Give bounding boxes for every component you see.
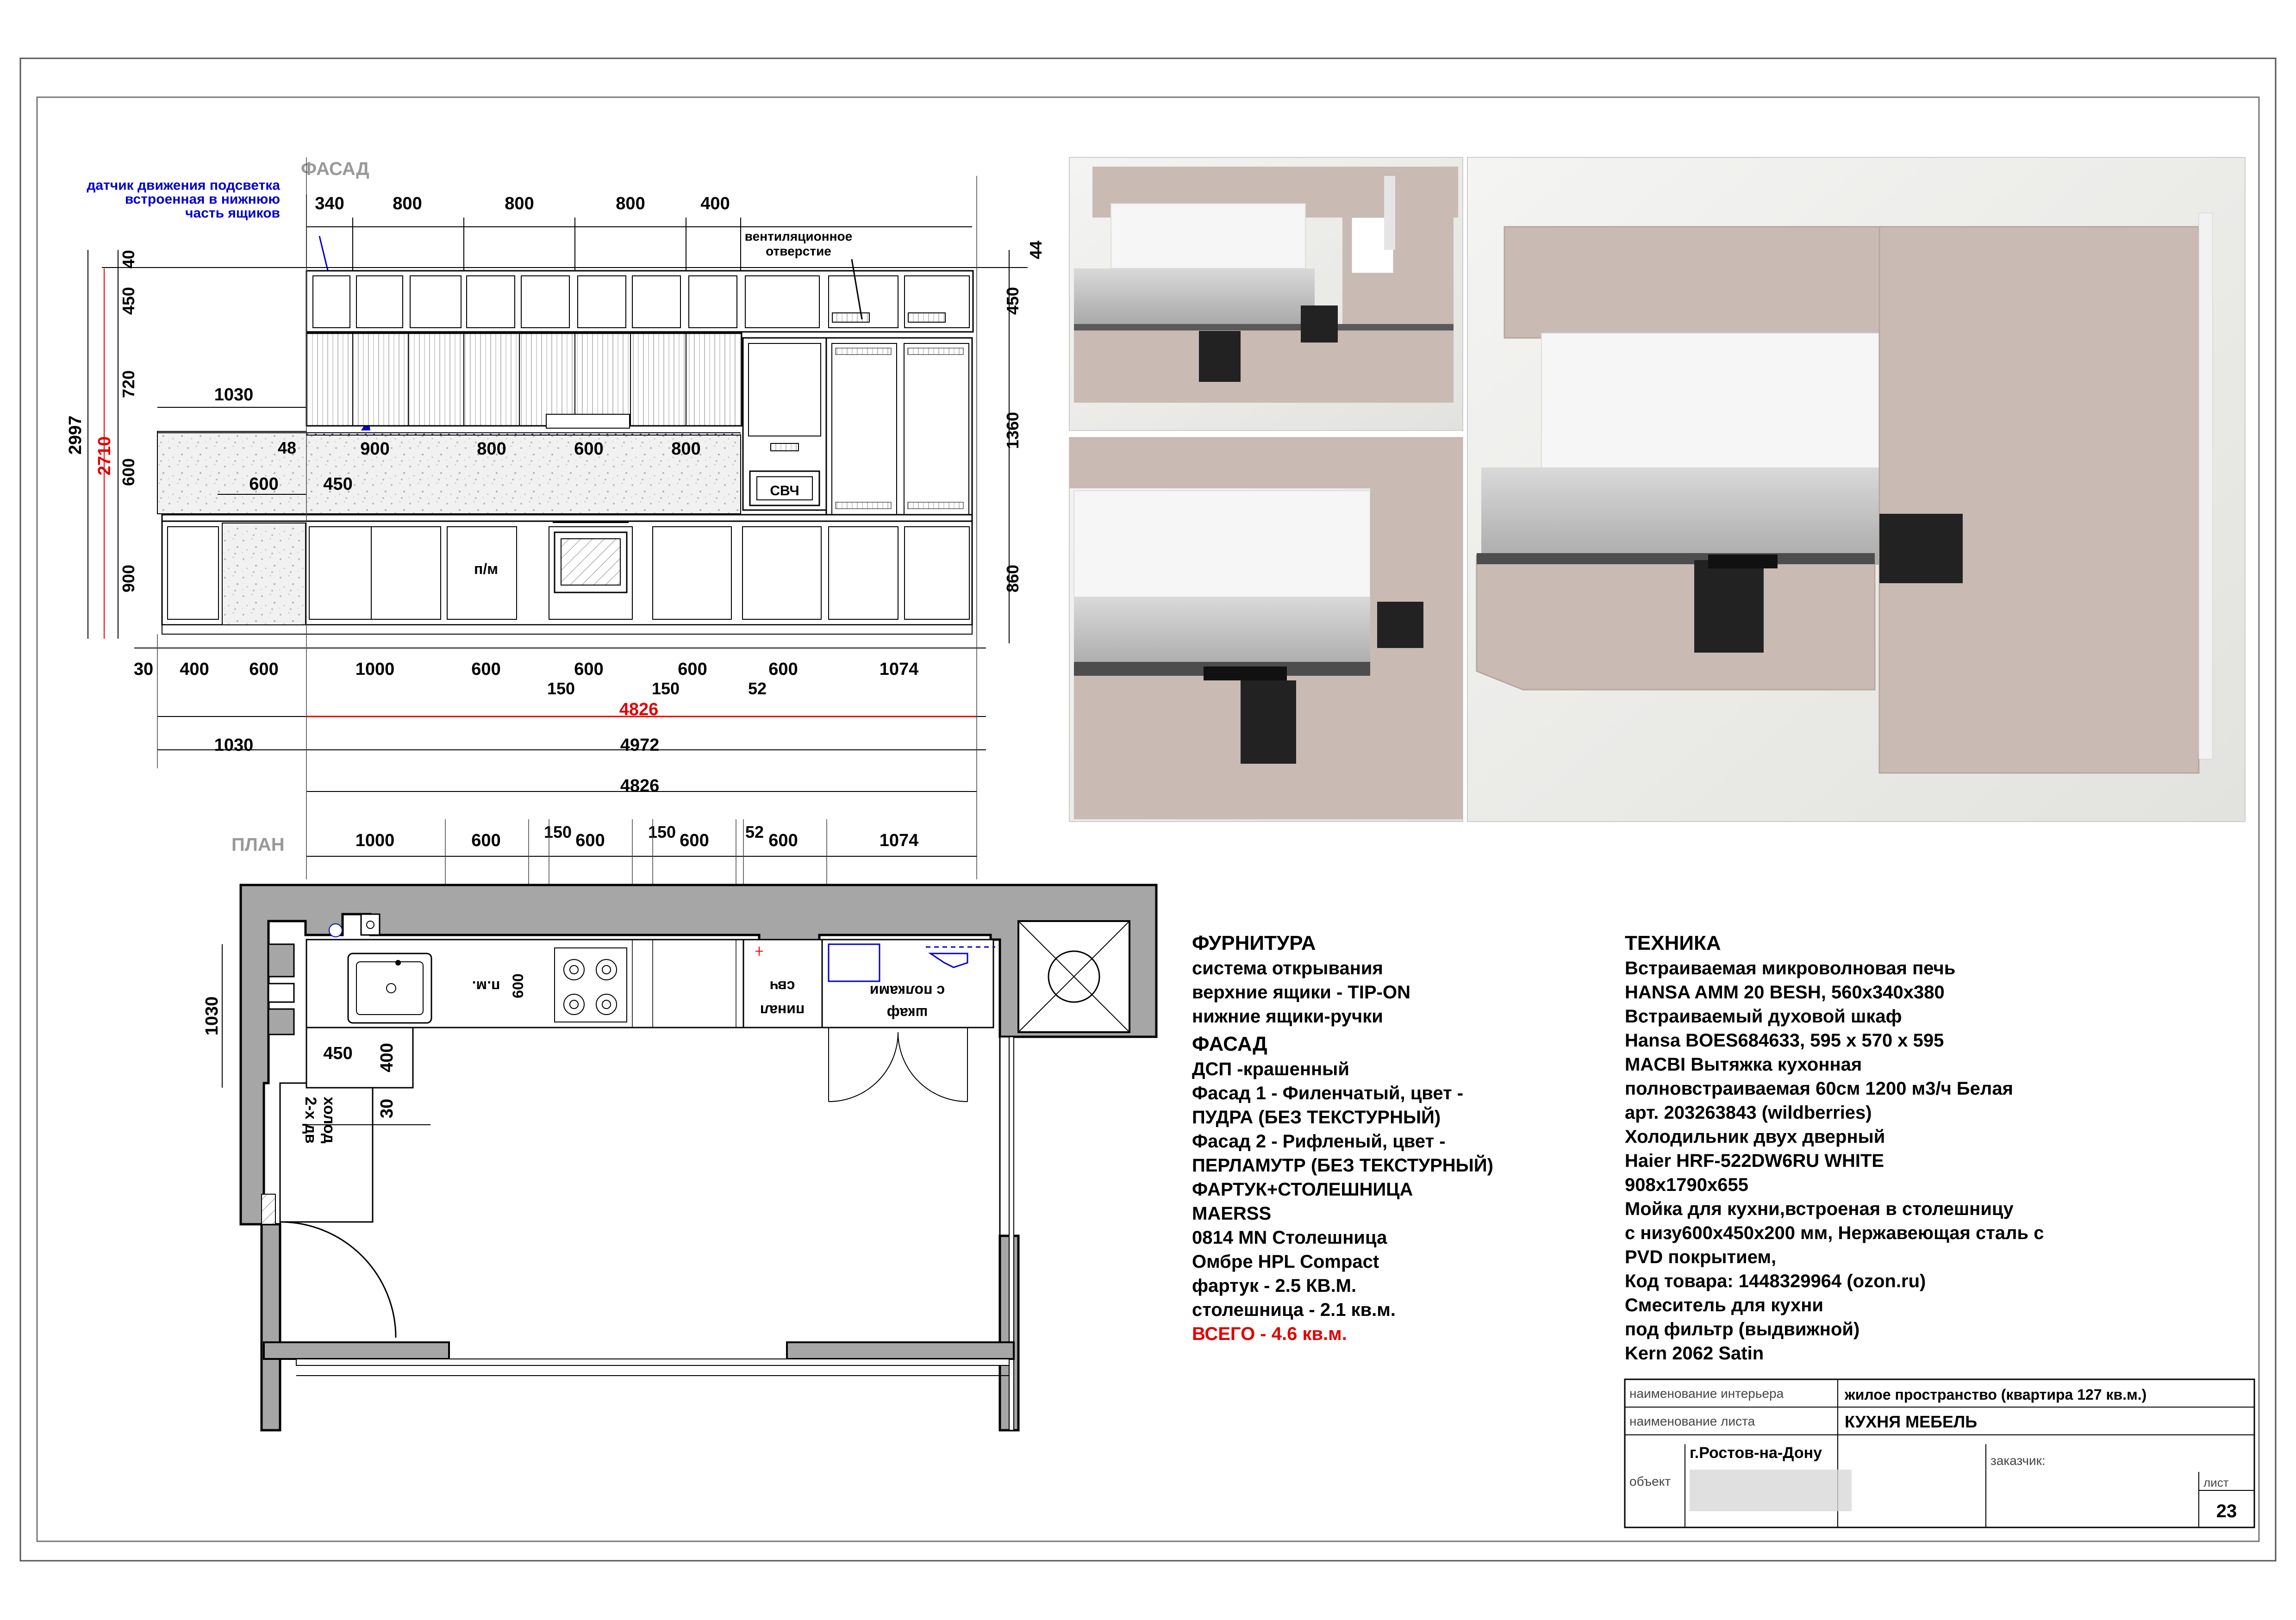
right-dim-44: 44 [1026,240,1045,260]
bottom-dim-600c: 600 [574,660,604,679]
plan-total-4826: 4826 [620,776,660,796]
appliance-line-5: MACBI Вытяжка кухонная [1625,1054,1862,1075]
facade-title: ФАСАД [301,159,369,179]
plan-dim-1074: 1074 [879,831,919,850]
top-dim-340: 340 [315,194,344,213]
red-total-4826: 4826 [619,700,659,719]
plan-dim-400: 400 [377,1043,397,1072]
tb-blurred-address [1690,1470,1852,1511]
furniture-heading: ФУРНИТУРА [1192,932,1316,954]
right-dim-860: 860 [1003,564,1022,593]
vent-note-2: отверстие [766,244,831,258]
plan-dim-150b: 150 [648,822,676,841]
facade-line-5: ПЕРЛАМУТР (БЕЗ ТЕКСТУРНЫЙ) [1192,1155,1493,1176]
left-dim-720: 720 [119,370,138,399]
plan-dim-600c: 600 [680,831,709,850]
facade-line-9: Омбре HPL Compact [1192,1252,1379,1272]
title-block [1625,1379,2254,1527]
facade-elevation [66,157,1045,879]
lower-left-600: 600 [249,474,279,494]
top-dim-800b: 800 [505,194,534,213]
tb-interior-label: наименование интерьера [1629,1386,1784,1401]
appliance-line-7: арт. 203263843 (wildberries) [1625,1103,1872,1123]
tb-customer-label: заказчик: [1990,1453,2046,1468]
facade-line-10: фартук - 2.5 КВ.М. [1192,1276,1357,1296]
appliance-line-13: PVD покрытием, [1625,1247,1777,1267]
mid-dim-900: 900 [360,439,390,459]
render-view-2 [1069,437,1463,822]
plan-dim-450: 450 [323,1044,353,1063]
appliance-line-11: Мойка для кухни,встроеная в столешницу [1625,1199,2014,1219]
appliance-line-15: Смеситель для кухни [1625,1295,1823,1315]
furniture-notes [1192,930,1493,1346]
plan-left-1030: 1030 [202,996,222,1036]
facade-line-11: столешница - 2.1 кв.м. [1192,1300,1396,1320]
right-dim-450: 450 [1003,287,1022,315]
sensor-note-3: часть ящиков [185,206,280,221]
plan-dim-600b: 600 [575,831,605,850]
gap-150a: 150 [547,679,575,698]
vent-note-1: вентиляционное [744,229,853,243]
left-dim-900: 900 [119,564,138,593]
tb-sheet-value: КУХНЯ МЕБЕЛЬ [1845,1412,1978,1431]
bottom-dim-400: 400 [180,660,209,679]
appliance-notes [1625,930,2044,1365]
tb-sheet-label: наименование листа [1629,1414,1755,1428]
plan-dim-1000: 1000 [355,831,395,850]
mid-dim-800b: 800 [671,439,701,459]
appliance-line-14: Код товара: 1448329964 (ozon.ru) [1625,1271,1926,1291]
bottom-dim-600a: 600 [249,660,279,679]
facade-line-3: ПУДРА (БЕЗ ТЕКСТУРНЫЙ) [1192,1107,1441,1128]
tb-page-label: лист [2203,1476,2229,1489]
plan-shkaf-2: шкаф [886,1005,928,1022]
furniture-line-3: нижние ящики-ручки [1192,1006,1383,1027]
overall-height: 2997 [66,415,85,455]
tb-interior-value: жилое пространство (квартира 127 кв.м.) [1845,1386,2147,1403]
mid-dim-600: 600 [574,439,604,459]
appliance-line-1: Встраиваемая микроволновая печь [1625,958,1956,978]
total-4972: 4972 [620,735,660,755]
appliance-line-3: Встраиваемый духовой шкаф [1625,1006,1902,1027]
top-dim-400: 400 [700,194,730,213]
left-dim-40: 40 [119,249,138,269]
left-dim-450: 450 [119,287,138,315]
appliance-line-4: Hansa BOES684633, 595 x 570 x 595 [1625,1030,1944,1051]
plan-dim-30: 30 [377,1098,397,1119]
appliance-line-2: HANSA AMM 20 BESH, 560x340x380 [1625,982,1945,1003]
total-area: ВСЕГО - 4.6 кв.м. [1192,1324,1347,1344]
sensor-note-2: встроенная в нижнюю [125,192,280,207]
render-view-3 [1467,157,2245,822]
render-view-1 [1069,157,1463,430]
right-dim-1360: 1360 [1003,411,1022,449]
dim-48: 48 [277,438,297,457]
plan-title: ПЛАН [231,835,285,855]
bottom-dim-30: 30 [133,660,154,679]
facade-line-4: Фасад 2 - Рифленый, цвет - [1192,1131,1446,1152]
plan-dim-600a: 600 [471,831,501,850]
furniture-line-1: система открывания [1192,958,1383,978]
appliance-line-17: Kern 2062 Satin [1625,1343,1764,1364]
bottom-dim-1000: 1000 [355,660,395,679]
floor-plan [202,819,1156,1430]
gap-52: 52 [748,679,767,698]
plan-dim-150a: 150 [543,822,572,841]
plan-holod-1: холод [320,1097,338,1144]
bottom-dim-1074: 1074 [879,660,919,679]
facade-line-6: ФАРТУК+СТОЛЕШНИЦА [1192,1179,1413,1200]
sensor-note-1: датчик движения подсветка [87,178,280,193]
tb-page-value: 23 [2216,1501,2237,1521]
facade-heading: ФАСАД [1192,1033,1267,1055]
tb-object-label: объект [1629,1474,1671,1489]
bottom-dim-600b: 600 [471,660,501,679]
facade-svch-label: СВЧ [770,483,799,498]
total-1030: 1030 [214,735,254,755]
facade-line-7: MAERSS [1192,1203,1272,1224]
furniture-line-2: верхние ящики - TIP-ON [1192,982,1410,1003]
gap-150b: 150 [651,679,680,698]
top-dim-800a: 800 [393,194,422,213]
facade-line-2: Фасад 1 - Филенчатый, цвет - [1192,1083,1464,1103]
plan-dim-600d: 600 [768,831,798,850]
tb-object-value: г.Ростов-на-Дону [1690,1444,1822,1462]
plan-dim-52: 52 [745,822,764,841]
lower-left-450: 450 [323,474,353,494]
top-dim-800c: 800 [616,194,645,213]
plan-holod-2: 2-х дв [302,1097,319,1144]
left-dim-600: 600 [119,458,138,486]
appliance-line-10: 908x1790x655 [1625,1175,1748,1195]
appliance-line-8: Холодильник двух дверный [1625,1127,1885,1147]
bottom-dim-600d: 600 [678,660,707,679]
plan-dim-600-vert: 600 [510,973,526,998]
bottom-dim-600e: 600 [768,660,798,679]
appliance-line-6: полновстраиваемая 60см 1200 м3/ч Белая [1625,1078,2013,1099]
facade-pm-label: п/м [474,561,498,577]
facade-line-8: 0814 MN Столешница [1192,1227,1387,1248]
appliance-line-16: под фильтр (выдвижной) [1625,1319,1860,1340]
upper-left-1030: 1030 [214,385,254,405]
plan-pm-label: п.м. [472,978,500,995]
plan-pinal-label: пинал [760,1002,805,1019]
mid-dim-800: 800 [477,439,506,459]
red-height: 2710 [95,436,114,476]
plan-svch-label: свч [769,978,795,995]
appliance-heading: ТЕХНИКА [1625,932,1721,954]
facade-line-1: ДСП -крашенный [1192,1059,1349,1079]
appliance-line-12: с низу600x450x200 мм, Нержавеющая сталь с [1625,1223,2044,1243]
appliance-line-9: Haier HRF-522DW6RU WHITE [1625,1151,1884,1171]
plan-shkaf-1: с полками [869,983,945,999]
